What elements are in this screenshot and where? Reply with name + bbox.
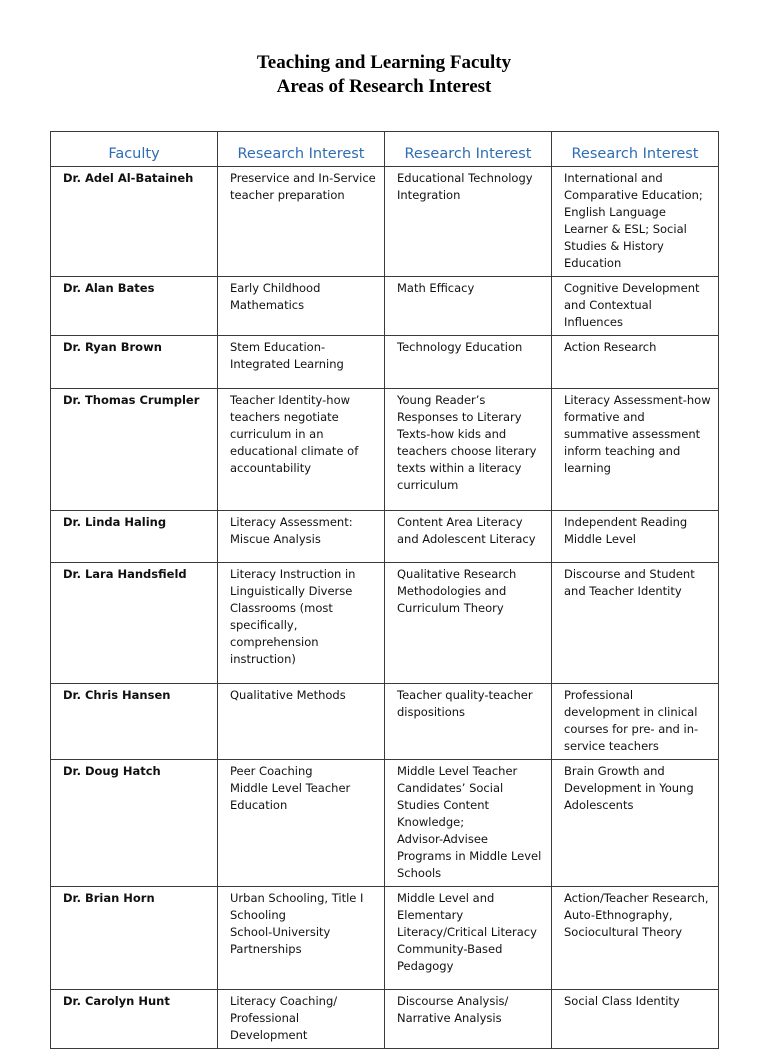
faculty-name: Dr. Doug Hatch: [51, 760, 218, 887]
research-interest-cell: Teacher Identity-how teachers negotiate curriculum in an educational climate of accountability: [218, 389, 385, 511]
cell-line: Peer Coaching: [230, 764, 313, 778]
faculty-name: Dr. Brian Horn: [51, 887, 218, 990]
research-interest-cell: Qualitative Research Methodologies and Curriculum Theory: [385, 563, 552, 684]
research-interest-cell: Educational Technology Integration: [385, 167, 552, 277]
table-row: [51, 684, 719, 760]
research-interest-cell: [218, 760, 385, 887]
faculty-name: Dr. Adel Al-Bataineh: [51, 167, 218, 277]
title-line-1: Teaching and Learning Faculty: [256, 52, 512, 73]
research-interest-cell: Early Childhood Mathematics: [218, 277, 385, 336]
cell-line: Action/Teacher Research, Auto-Ethnography, Sociocultural Theory: [564, 891, 709, 939]
research-interest-cell: Literacy Assessment: Miscue Analysis: [218, 511, 385, 563]
table-row: [51, 336, 719, 389]
research-interest-cell: Literacy Assessment-how formative and summative assessment inform teaching and learning: [552, 389, 719, 511]
table-row: [51, 563, 719, 684]
research-interest-cell: Cognitive Development and Contextual Influences: [552, 277, 719, 336]
table-row: [51, 511, 719, 563]
table-body: [51, 167, 719, 1049]
cell-line: Community-Based Pedagogy: [397, 942, 503, 973]
research-interest-cell: Discourse Analysis/ Narrative Analysis: [385, 990, 552, 1049]
faculty-name: Dr. Linda Haling: [51, 511, 218, 563]
table-row: [51, 389, 719, 511]
cell-line: Urban Schooling, Title I Schooling: [230, 891, 364, 922]
faculty-name: Dr. Ryan Brown: [51, 336, 218, 389]
cell-line: Brain Growth and Development in Young Adolescents: [564, 764, 694, 812]
research-interest-cell: Technology Education: [385, 336, 552, 389]
research-interest-cell: Literacy Instruction in Linguistically Diverse Classrooms (most specifically, comprehension instruction): [218, 563, 385, 684]
research-interest-cell: [552, 887, 719, 990]
document-title: [0, 51, 768, 99]
cell-line: School-University Partnerships: [230, 925, 331, 956]
header-research-interest-1: Research Interest: [218, 132, 385, 167]
research-interest-cell: Content Area Literacy and Adolescent Literacy: [385, 511, 552, 563]
research-interest-cell: Teacher quality-teacher dispositions: [385, 684, 552, 760]
header-faculty: Faculty: [51, 132, 218, 167]
research-interest-cell: Stem Education-Integrated Learning: [218, 336, 385, 389]
faculty-name: Dr. Lara Handsfield: [51, 563, 218, 684]
faculty-name: Dr. Alan Bates: [51, 277, 218, 336]
header-research-interest-3: Research Interest: [552, 132, 719, 167]
cell-line: Middle Level Teacher Education: [230, 781, 351, 812]
research-interest-cell: International and Comparative Education; English Language Learner & ESL; Social Studies & History Education: [552, 167, 719, 277]
research-interest-cell: Literacy Coaching/ Professional Development: [218, 990, 385, 1049]
cell-line: Middle Level and Elementary Literacy/Critical Literacy: [397, 891, 537, 939]
cell-line: Advisor-Advisee Programs in Middle Level Schools: [397, 832, 542, 880]
faculty-name: Dr. Carolyn Hunt: [51, 990, 218, 1049]
faculty-name: Dr. Chris Hansen: [51, 684, 218, 760]
research-interest-table: [50, 131, 719, 1049]
research-interest-cell: [218, 887, 385, 990]
faculty-name: Dr. Thomas Crumpler: [51, 389, 218, 511]
table-row: [51, 277, 719, 336]
table-row: [51, 167, 719, 277]
research-interest-cell: Young Reader’s Responses to Literary Texts-how kids and teachers choose literary texts within a literacy curriculum: [385, 389, 552, 511]
table-row: [51, 887, 719, 990]
header-row: [51, 132, 719, 167]
header-research-interest-2: Research Interest: [385, 132, 552, 167]
research-interest-cell: [385, 760, 552, 887]
research-interest-cell: Social Class Identity: [552, 990, 719, 1049]
research-interest-cell: Math Efficacy: [385, 277, 552, 336]
research-interest-cell: Discourse and Student and Teacher Identity: [552, 563, 719, 684]
research-interest-cell: [385, 887, 552, 990]
title-line-2: Areas of Research Interest: [276, 76, 492, 97]
research-interest-cell: [552, 760, 719, 887]
research-interest-cell: Preservice and In-Service teacher preparation: [218, 167, 385, 277]
table-row: [51, 760, 719, 887]
research-interest-cell: Action Research: [552, 336, 719, 389]
research-interest-cell: Independent Reading Middle Level: [552, 511, 719, 563]
cell-line: Middle Level Teacher Candidates’ Social Studies Content Knowledge;: [397, 764, 518, 829]
table-row: [51, 990, 719, 1049]
research-interest-cell: Professional development in clinical courses for pre- and in-service teachers: [552, 684, 719, 760]
research-interest-cell: Qualitative Methods: [218, 684, 385, 760]
